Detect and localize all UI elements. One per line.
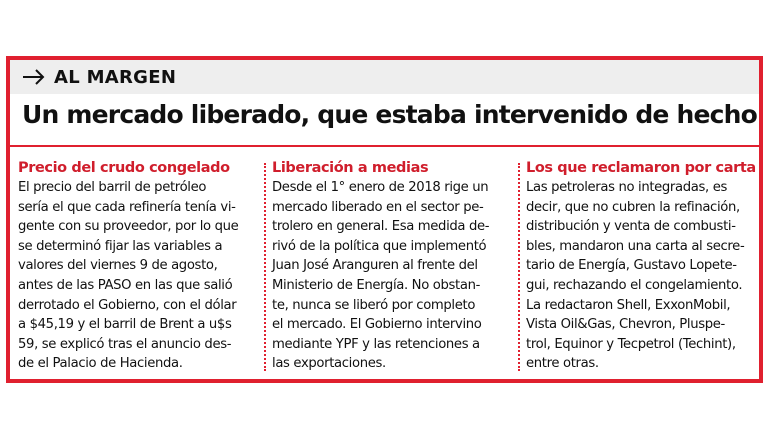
body-line: mediante YPF y las retenciones a bbox=[272, 336, 480, 352]
column-title: Los que reclamaron por carta bbox=[526, 160, 756, 176]
body-line: de el Palacio de Hacienda. bbox=[18, 356, 183, 372]
arrow-right-icon bbox=[20, 63, 48, 91]
column-body bbox=[272, 178, 512, 374]
body-line: sería el que cada refinería tenía vi- bbox=[18, 199, 236, 215]
body-line: trol, Equinor y Tecpetrol (Techint), bbox=[526, 336, 736, 352]
body-line: el mercado. El Gobierno intervino bbox=[272, 317, 482, 333]
column-body bbox=[526, 178, 756, 374]
body-line: La redactaron Shell, ExxonMobil, bbox=[526, 297, 731, 313]
headline-rule bbox=[10, 145, 759, 147]
body-line: antes de las PASO en las que salió bbox=[18, 277, 233, 293]
body-line: bles, mandaron una carta al secre- bbox=[526, 238, 745, 254]
body-line: gente con su proveedor, por lo que bbox=[18, 219, 239, 235]
body-line: derrotado el Gobierno, con el dólar bbox=[18, 297, 237, 313]
column-liberacion bbox=[272, 159, 512, 374]
body-line: decir, que no cubren la refinación, bbox=[526, 199, 740, 215]
body-line: valores del viernes 9 de agosto, bbox=[18, 258, 218, 274]
column-divider bbox=[264, 163, 266, 371]
kicker-bar bbox=[10, 60, 759, 94]
body-line: El precio del barril de petróleo bbox=[18, 180, 207, 195]
body-line: rivó de la política que implementó bbox=[272, 238, 487, 254]
column-title: Liberación a medias bbox=[272, 160, 429, 176]
body-line: Vista Oil&Gas, Chevron, Pluspe- bbox=[526, 317, 725, 333]
body-line: Desde el 1° enero de 2018 rige un bbox=[272, 180, 489, 195]
body-line: a $45,19 y el barril de Brent a u$s bbox=[18, 317, 232, 333]
body-line: mercado liberado en el sector pe- bbox=[272, 199, 484, 215]
column-title: Precio del crudo congelado bbox=[18, 160, 230, 176]
kicker-label: AL MARGEN bbox=[54, 66, 177, 88]
body-line: trolero en general. Esa medida de- bbox=[272, 219, 490, 235]
body-line: tario de Energía, Gustavo Lopete- bbox=[526, 258, 737, 274]
body-line: entre otras. bbox=[526, 356, 599, 372]
body-line: Juan José Aranguren al frente del bbox=[272, 258, 478, 274]
column-carta bbox=[526, 159, 756, 374]
body-line: distribución y venta de combusti- bbox=[526, 219, 736, 235]
body-line: Ministerio de Energía. No obstan- bbox=[272, 277, 480, 293]
column-precio-crudo bbox=[18, 159, 258, 374]
al-margen-box bbox=[6, 56, 763, 383]
headline: Un mercado liberado, que estaba intervenido de hecho bbox=[22, 100, 758, 129]
body-line: Las petroleras no integradas, es bbox=[526, 180, 727, 195]
body-line: 59, se explicó tras el anuncio des- bbox=[18, 336, 232, 352]
column-divider bbox=[518, 163, 520, 371]
column-body bbox=[18, 178, 258, 374]
body-line: te, nunca se liberó por completo bbox=[272, 297, 476, 313]
body-line: gui, rechazando el congelamiento. bbox=[526, 277, 743, 293]
body-line: las exportaciones. bbox=[272, 356, 386, 372]
body-line: se determinó fijar las variables a bbox=[18, 238, 223, 254]
